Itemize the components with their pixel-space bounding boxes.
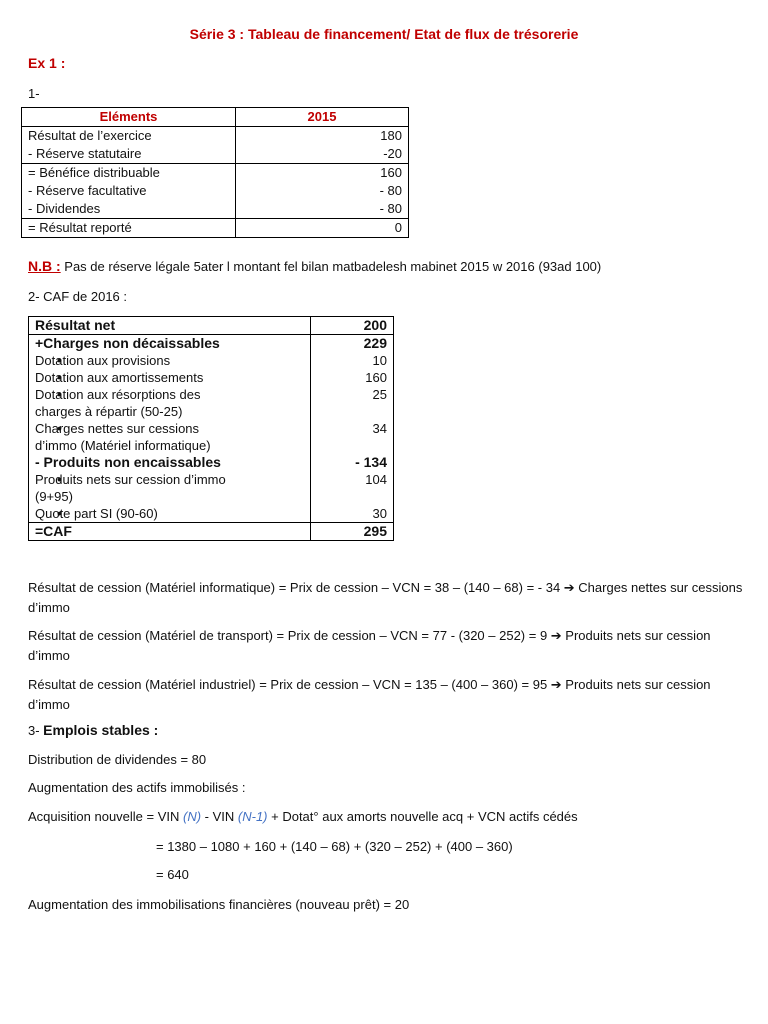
col-header-2015: 2015 — [236, 108, 409, 127]
question-3-label — [28, 722, 158, 738]
row-label: =CAF — [29, 523, 311, 541]
cession-result-industriel: Résultat de cession (Matériel industriel) = Prix de cession – VCN = 135 – (400 – 360) = 95 ➔ Produits nets sur cession d’immo — [28, 677, 711, 712]
table-row — [29, 386, 394, 420]
page-title: Série 3 : Tableau de financement/ Etat de flux de trésorerie — [189, 26, 579, 42]
row-label: = Résultat reporté — [22, 219, 236, 238]
row-value: 30 — [311, 505, 394, 523]
row-label: +Charges non décaissables — [29, 335, 311, 353]
table-row — [29, 471, 394, 505]
row-label — [29, 420, 311, 454]
row-value: - 134 — [311, 454, 394, 471]
row-label-line2: charges à répartir (50-25) — [35, 404, 183, 419]
immobilisations-financieres-line: Augmentation des immobilisations financières (nouveau prêt) = 20 — [28, 897, 410, 912]
table-row — [29, 369, 394, 386]
table-row — [29, 505, 394, 523]
row-label: - Réserve facultative — [22, 182, 236, 200]
table-row — [29, 317, 394, 335]
question-3-number: 3- — [28, 723, 44, 738]
question-2-label: 2- CAF de 2016 : — [28, 289, 127, 304]
note-label: N.B : — [28, 258, 61, 274]
question-1-label: 1- — [28, 86, 40, 101]
dividends-line: Distribution de dividendes = 80 — [28, 752, 207, 767]
col-header-elements: Eléments — [22, 108, 236, 127]
row-label-line1: Dotation aux résorptions des — [35, 387, 201, 402]
acquisition-formula — [28, 809, 578, 824]
row-value: 180 — [236, 127, 409, 146]
row-label: - Réserve statutaire — [22, 145, 236, 164]
row-value: 25 — [311, 386, 394, 420]
formula-part: Acquisition nouvelle = VIN — [28, 809, 184, 824]
row-value: 295 — [311, 523, 394, 541]
table-row — [29, 352, 394, 369]
question-3-title: Emplois stables : — [43, 722, 159, 738]
row-label: - Dividendes — [22, 200, 236, 219]
note — [28, 258, 601, 274]
actifs-heading: Augmentation des actifs immobilisés : — [28, 780, 246, 795]
row-label-line2: d’immo (Matériel informatique) — [35, 438, 211, 453]
row-label: Résultat de l’exercice — [22, 127, 236, 146]
note-text: Pas de réserve légale 5ater l montant fel bilan matbadelesh mabinet 2015 w 2016 (93ad 100) — [60, 259, 602, 274]
caf-table — [28, 316, 394, 541]
row-value: - 80 — [236, 182, 409, 200]
row-label: • Dotation aux amortissements — [29, 369, 311, 386]
row-value: 104 — [311, 471, 394, 505]
formula-part: + Dotat° aux amorts nouvelle acq + VCN actifs cédés — [267, 809, 578, 824]
acquisition-result: = 640 — [156, 867, 189, 882]
row-label: Résultat net — [29, 317, 311, 335]
table-row — [22, 200, 409, 219]
row-label-line1: Produits nets sur cession d’immo — [35, 472, 226, 487]
row-label-line2: (9+95) — [35, 489, 73, 504]
exercise-heading: Ex 1 : — [28, 55, 66, 71]
row-label — [29, 386, 311, 420]
row-value: 160 — [311, 369, 394, 386]
formula-part: - VIN — [201, 809, 238, 824]
row-label: • Quote part SI (90-60) — [29, 505, 311, 523]
table-row — [29, 454, 394, 471]
row-value: -20 — [236, 145, 409, 164]
row-value: 229 — [311, 335, 394, 353]
row-label-line1: Charges nettes sur cessions — [35, 421, 200, 436]
row-value: 200 — [311, 317, 394, 335]
table-row — [22, 164, 409, 183]
table-row — [22, 182, 409, 200]
reserve-table — [21, 107, 409, 238]
row-value: - 80 — [236, 200, 409, 219]
row-label — [29, 471, 311, 505]
table-row — [22, 127, 409, 146]
table-row — [22, 219, 409, 238]
row-label: = Bénéfice distribuable — [22, 164, 236, 183]
table-row — [22, 145, 409, 164]
acquisition-calc: = 1380 – 1080 + 160 + (140 – 68) + (320 – 252) + (400 – 360) — [156, 839, 513, 854]
cession-result-transport: Résultat de cession (Matériel de transport) = Prix de cession – VCN = 77 - (320 – 252) = 9 ➔ Produits nets sur cession d’immo — [28, 628, 711, 663]
row-label: - Produits non encaissables — [29, 454, 311, 471]
table-row — [29, 420, 394, 454]
formula-year-n-1: (N-1) — [237, 809, 268, 824]
row-value: 0 — [236, 219, 409, 238]
cession-result-informatique: Résultat de cession (Matériel informatique) = Prix de cession – VCN = 38 – (140 – 68) = - 34 ➔ Charges nettes sur cessions d’immo — [28, 580, 743, 615]
row-value: 160 — [236, 164, 409, 183]
row-value: 10 — [311, 352, 394, 369]
formula-year-n: (N) — [183, 809, 202, 824]
row-value: 34 — [311, 420, 394, 454]
table-row — [29, 335, 394, 353]
table-row — [29, 523, 394, 541]
row-label: • Dotation aux provisions — [29, 352, 311, 369]
